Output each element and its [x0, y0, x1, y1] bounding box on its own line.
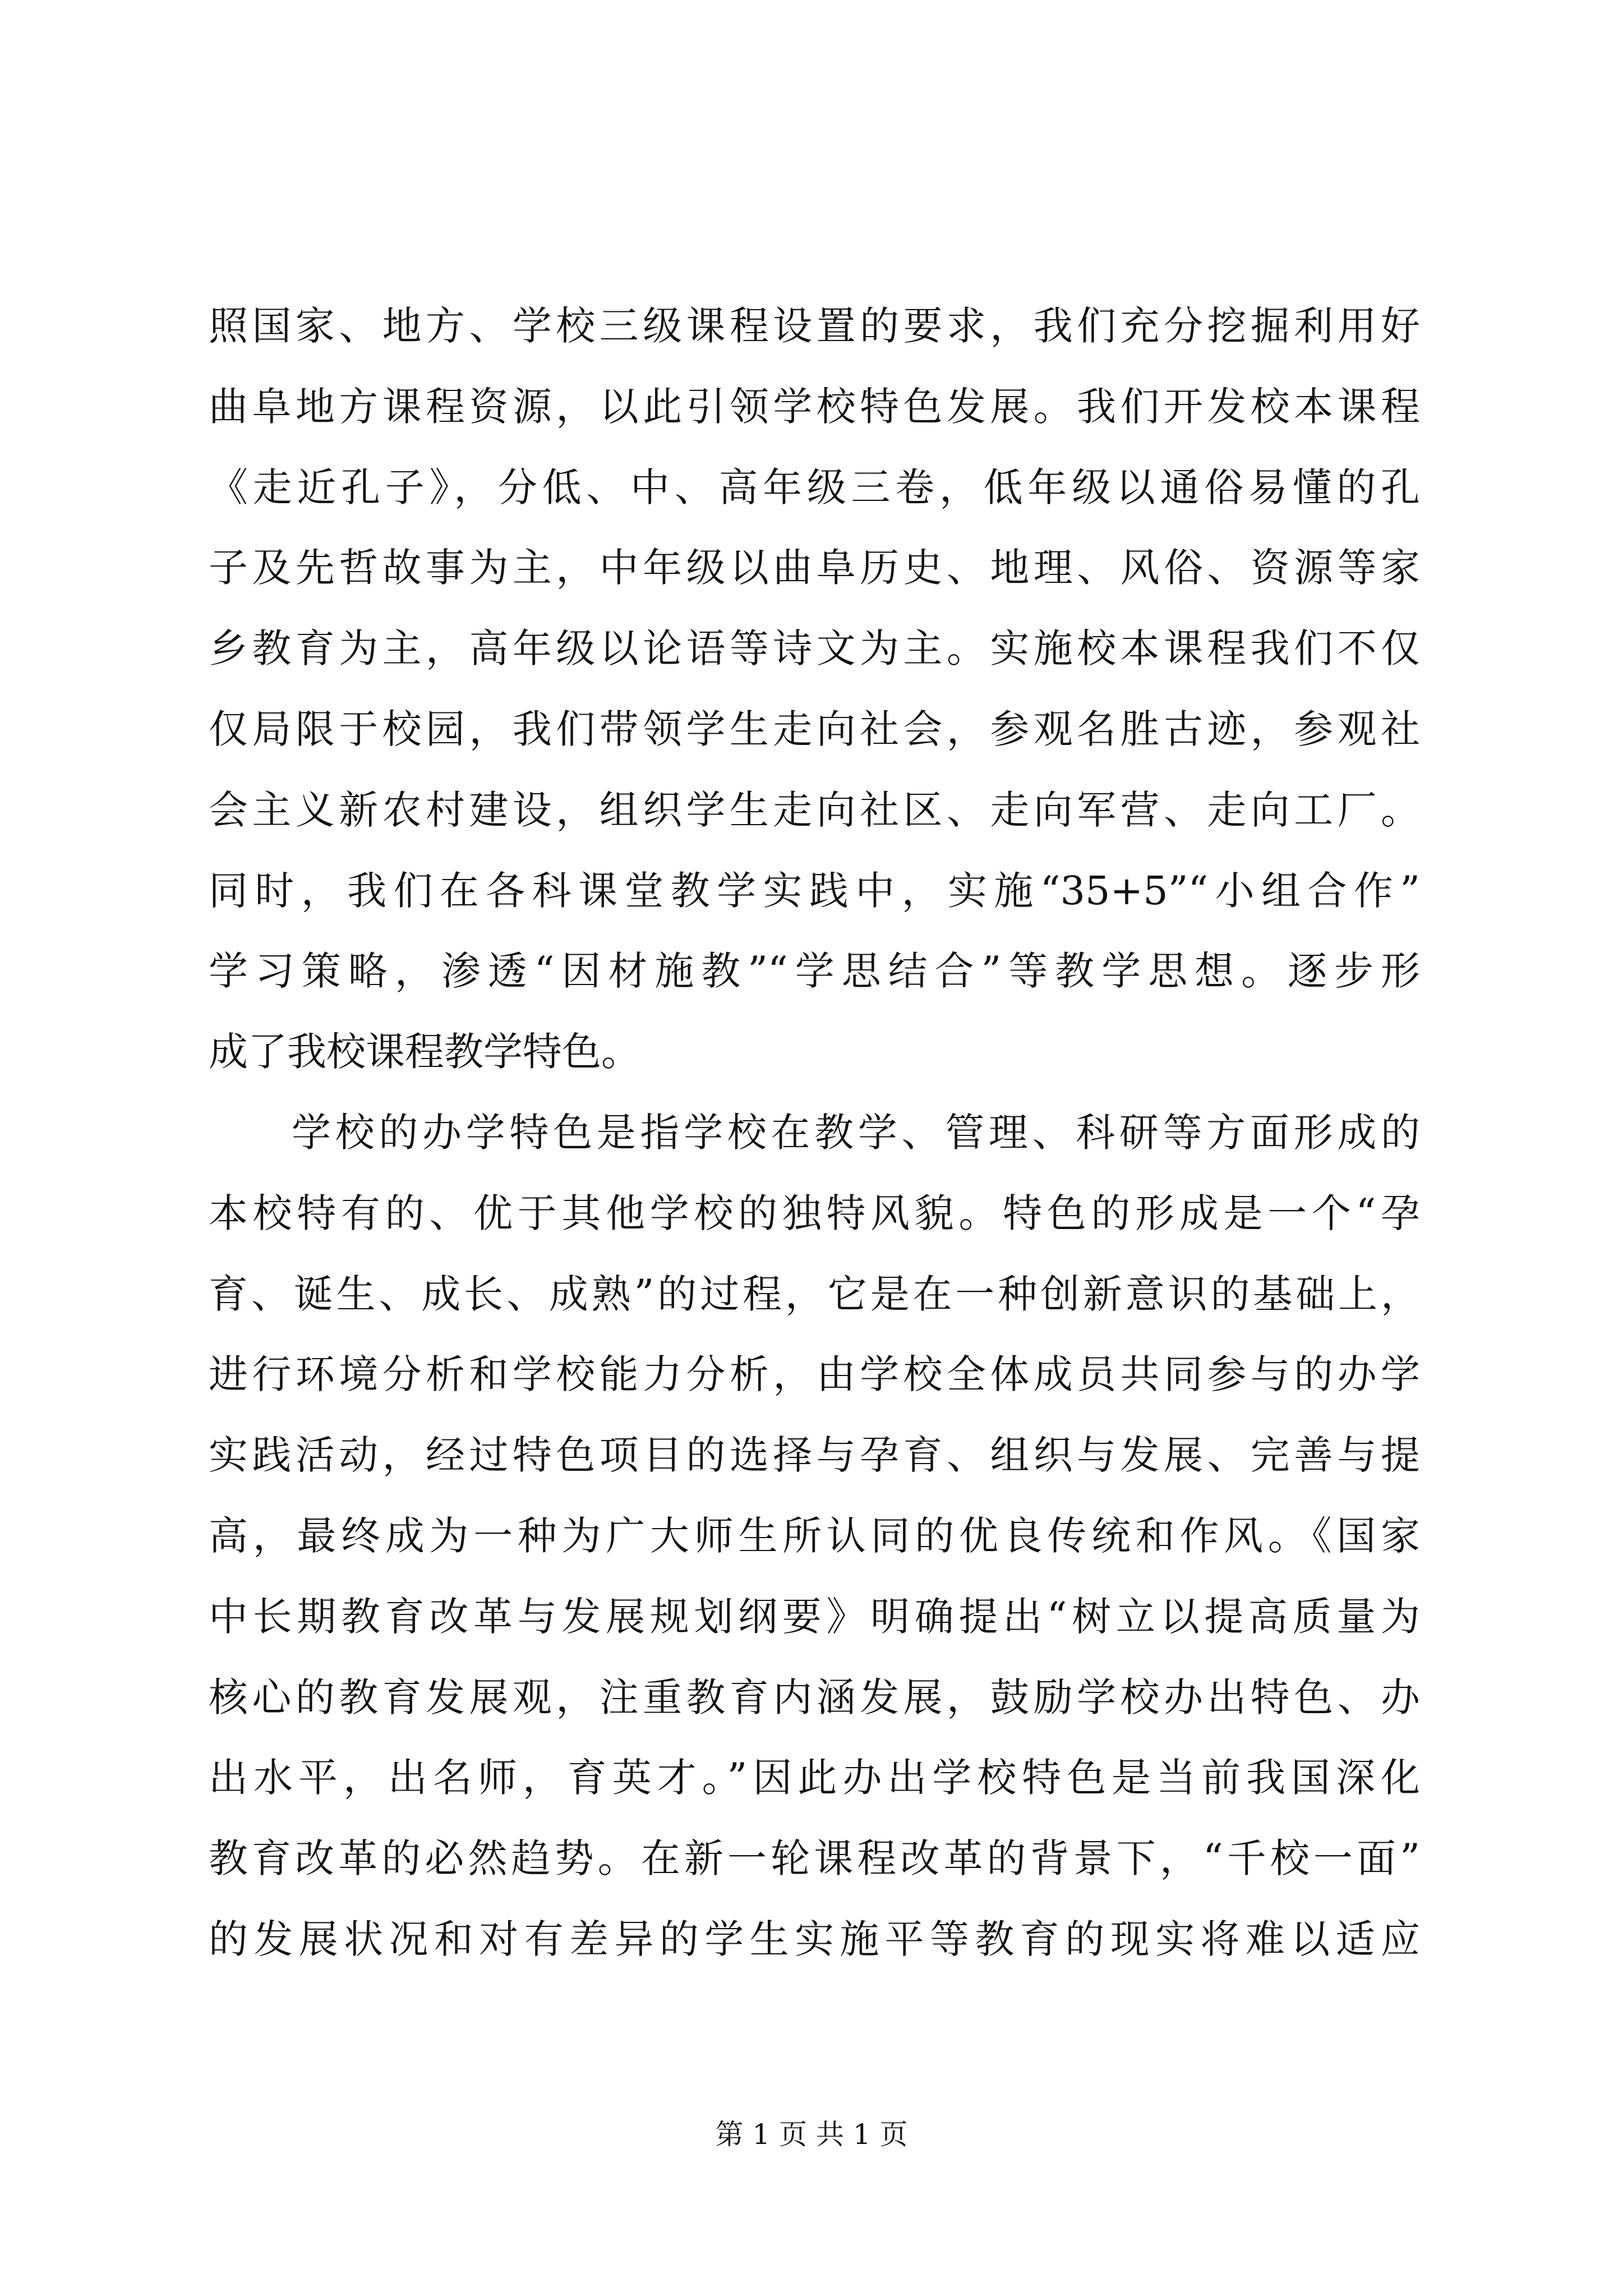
- body-text: [209, 286, 1420, 1980]
- text-line: 育、诞生、成长、成熟”的过程，它是在一种创新意识的基础上，: [209, 1271, 1420, 1317]
- text-line: 乡教育为主，高年级以论语等诗文为主。实施校本课程我们不仅: [209, 625, 1420, 672]
- text-line: 子及先哲故事为主，中年级以曲阜历史、地理、风俗、资源等家: [209, 545, 1420, 591]
- text-line: 曲阜地方课程资源，以此引领学校特色发展。我们开发校本课程: [209, 383, 1420, 430]
- text-line: 中长期教育改革与发展规划纲要》明确提出“树立以提高质量为: [209, 1593, 1420, 1640]
- text-line: 《走近孔子》，分低、中、高年级三卷，低年级以通俗易懂的孔: [209, 464, 1420, 510]
- text-line: 同时，我们在各科课堂教学实践中，实施“35+5”“小组合作”: [209, 867, 1420, 914]
- text-line: 进行环境分析和学校能力分析，由学校全体成员共同参与的办学: [209, 1351, 1420, 1398]
- text-line: 仅局限于校园，我们带领学生走向社会，参观名胜古迹，参观社: [209, 706, 1420, 752]
- page-number-label: 第 1 页 共 1 页: [715, 2118, 908, 2151]
- page-footer: [0, 2118, 1623, 2151]
- text-line: 本校特有的、优于其他学校的独特风貌。特色的形成是一个“孕: [209, 1190, 1420, 1236]
- text-line: 实践活动，经过特色项目的选择与孕育、组织与发展、完善与提: [209, 1432, 1420, 1479]
- text-line: 核心的教育发展观，注重教育内涵发展，鼓励学校办出特色、办: [209, 1674, 1420, 1720]
- text-line: 学习策略，渗透“因材施教”“学思结合”等教学思想。逐步形: [209, 948, 1420, 995]
- text-line: 学校的办学特色是指学校在教学、管理、科研等方面形成的: [292, 1109, 1420, 1156]
- text-line: 出水平，出名师，育英才。”因此办出学校特色是当前我国深化: [209, 1755, 1420, 1801]
- text-line: 的发展状况和对有差异的学生实施平等教育的现实将难以适应: [209, 1916, 1420, 1962]
- text-line: 成了我校课程教学特色。: [209, 1029, 640, 1075]
- text-line: 教育改革的必然趋势。在新一轮课程改革的背景下，“千校一面”: [209, 1835, 1420, 1882]
- text-line: 高，最终成为一种为广大师生所认同的优良传统和作风。《国家: [209, 1512, 1420, 1559]
- text-line: 照国家、地方、学校三级课程设置的要求，我们充分挖掘利用好: [209, 303, 1420, 349]
- text-line: 会主义新农村建设，组织学生走向社区、走向军营、走向工厂。: [209, 786, 1420, 833]
